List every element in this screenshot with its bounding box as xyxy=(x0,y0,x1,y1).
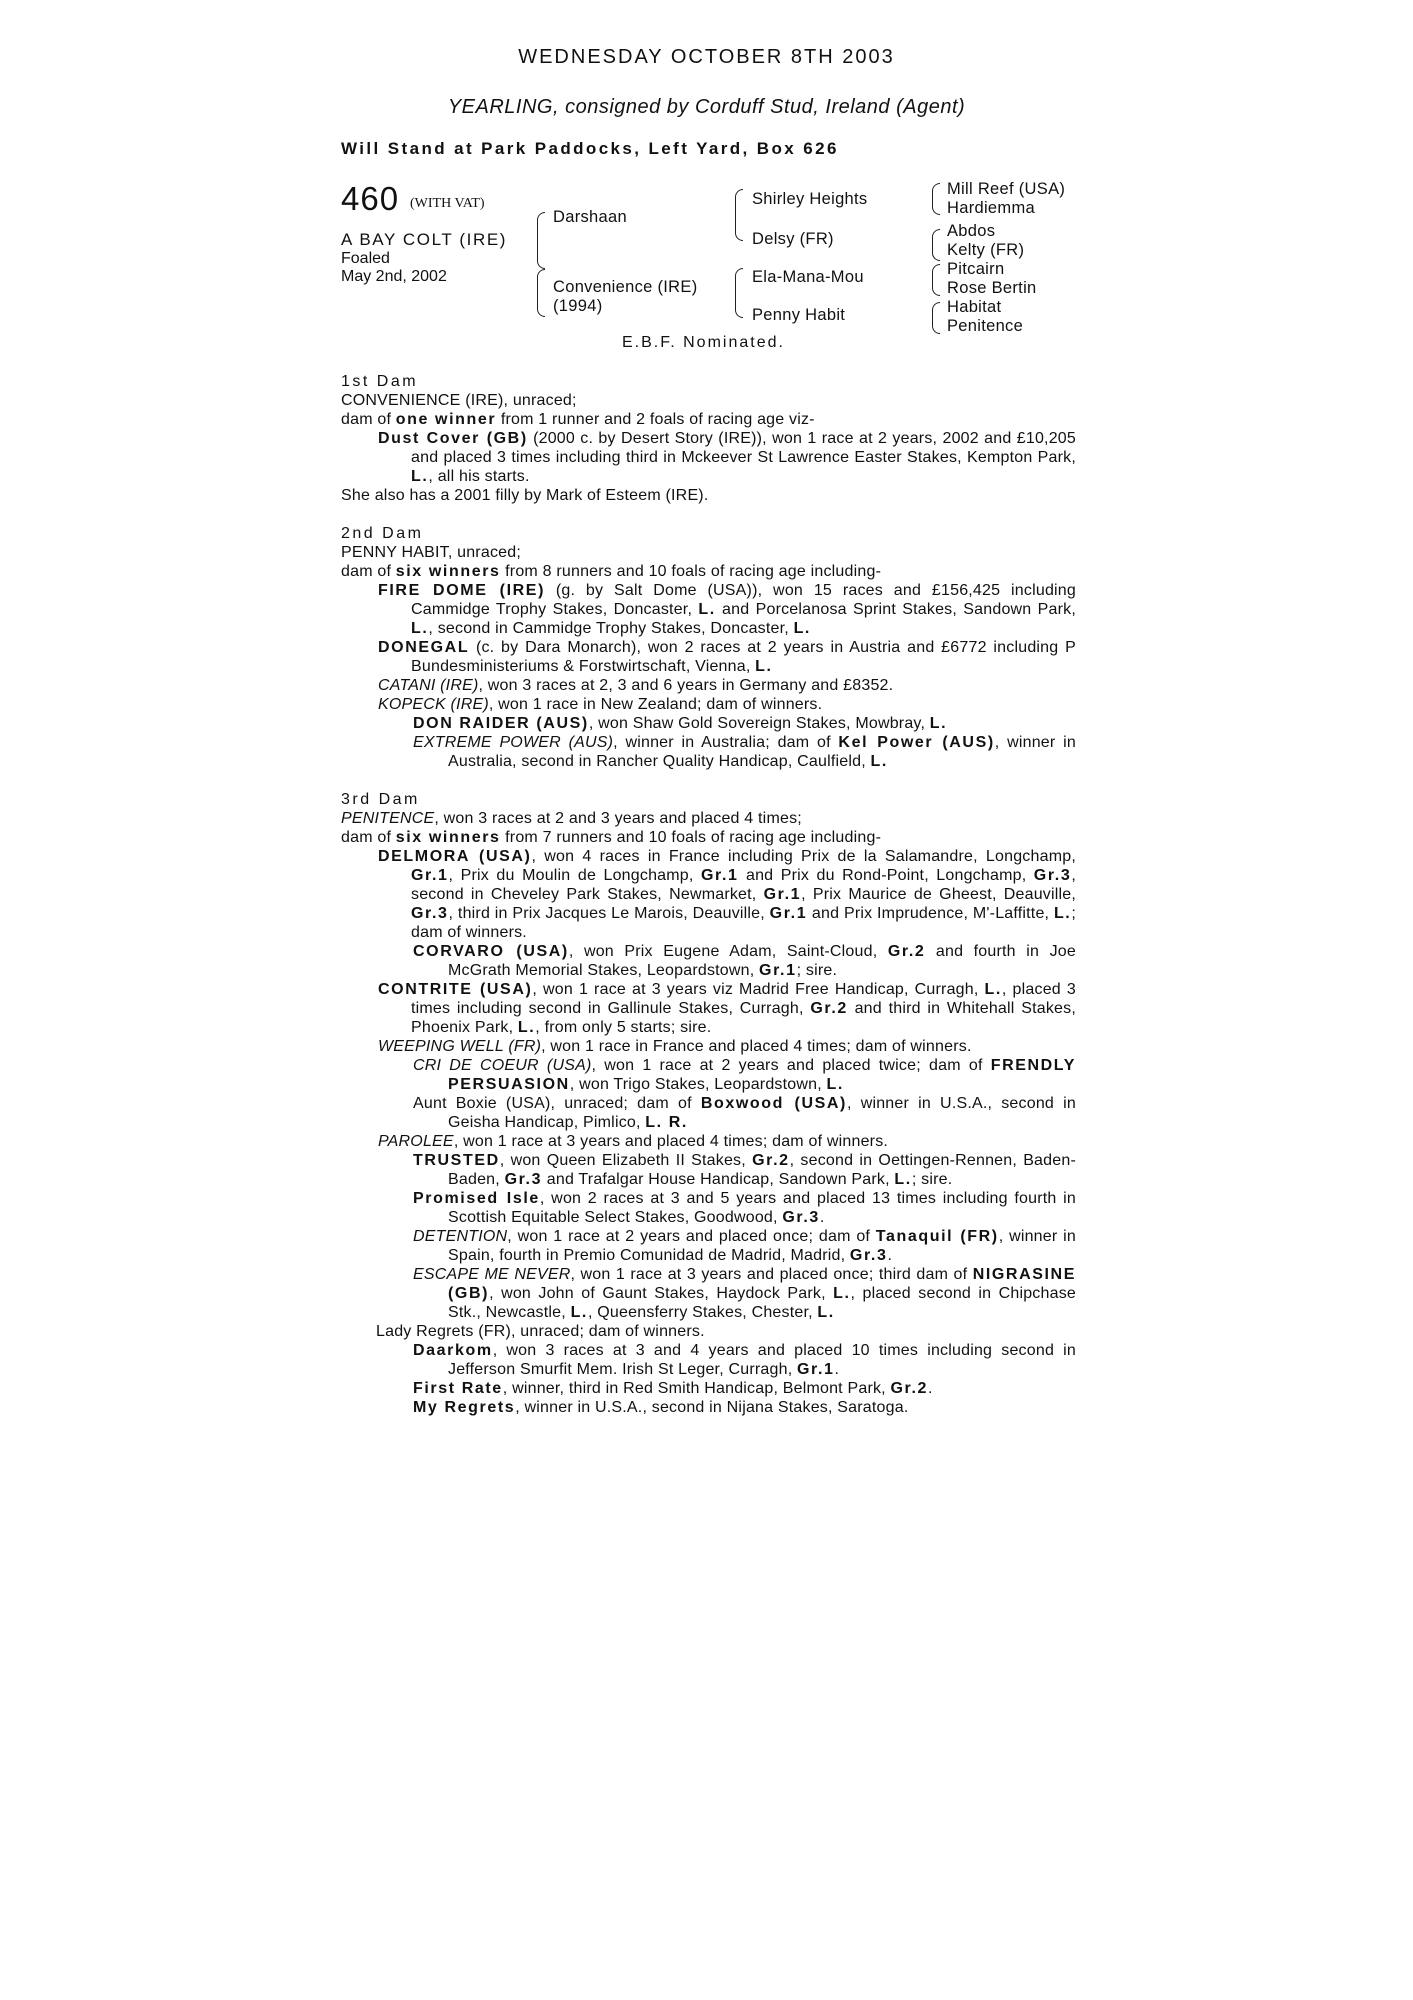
brace-sire xyxy=(537,212,545,269)
pedigree-dam-year: (1994) xyxy=(553,297,603,315)
progeny-entry: ESCAPE ME NEVER, won 1 race at 3 years and placed once; third dam of NIGRASINE (GB), won John of Gaunt Stakes, Haydock Park, L., placed second in Chipchase Stk., Newcastle, L., Queensferry Stakes, Chester, L. xyxy=(413,1266,1077,1321)
pedigree-notes xyxy=(341,372,1076,1417)
progeny-entry: Lady Regrets (FR), unraced; dam of winners. xyxy=(376,1323,705,1340)
stand-location: Will Stand at Park Paddocks, Left Yard, Box 626 xyxy=(341,139,839,158)
pedigree-g5: Pitcairn xyxy=(947,260,1005,278)
progeny-entry: First Rate, winner, third in Red Smith Handicap, Belmont Park, Gr.2. xyxy=(413,1380,933,1397)
brace-g3 xyxy=(932,264,940,296)
progeny-entry: CORVARO (USA), won Prix Eugene Adam, Saint-Cloud, Gr.2 and fourth in Joe McGrath Memorial Stakes, Leopardstown, Gr.1; sire. xyxy=(413,943,1076,979)
progeny-entry: EXTREME POWER (AUS), winner in Australia; dam of Kel Power (AUS), winner in Australia, second in Rancher Quality Handicap, Caulfield, L. xyxy=(413,734,1076,770)
progeny-entry: Aunt Boxie (USA), unraced; dam of Boxwood (USA), winner in U.S.A., second in Geisha Handicap, Pimlico, L. R. xyxy=(413,1095,1076,1131)
pedigree-g6: Rose Bertin xyxy=(947,279,1037,297)
first-dam-record: dam of one winner from 1 runner and 2 foals of racing age viz- xyxy=(341,411,815,428)
progeny-entry: DON RAIDER (AUS), won Shaw Gold Sovereign Stakes, Mowbray, L. xyxy=(413,715,948,732)
brace-g4 xyxy=(932,302,940,334)
pedigree-g3: Abdos xyxy=(947,222,996,240)
pedigree-g4: Kelty (FR) xyxy=(947,241,1025,259)
sale-date: WEDNESDAY OCTOBER 8TH 2003 xyxy=(518,46,895,68)
progeny-entry: CRI DE COEUR (USA), won 1 race at 2 years and placed twice; dam of FRENDLY PERSUASION, won Trigo Stakes, Leopardstown, L. xyxy=(413,1057,1076,1093)
pedigree-g7: Habitat xyxy=(947,298,1002,316)
progeny-entry: PAROLEE, won 1 race at 3 years and placed 4 times; dam of winners. xyxy=(378,1133,889,1150)
progeny-entry: DETENTION, won 1 race at 2 years and placed once; dam of Tanaquil (FR), winner in Spain, fourth in Premio Comunidad de Madrid, Madrid, Gr.3. xyxy=(413,1228,1076,1264)
first-dam-note: She also has a 2001 filly by Mark of Esteem (IRE). xyxy=(341,487,709,504)
brace-g2 xyxy=(932,229,940,261)
second-dam-heading: 2nd Dam xyxy=(341,525,424,542)
consignment-line: YEARLING, consigned by Corduff Stud, Ireland (Agent) xyxy=(447,96,966,118)
pedigree-dam-sire: Ela-Mana-Mou xyxy=(752,268,864,286)
first-dam-heading: 1st Dam xyxy=(341,373,419,390)
pedigree-g8: Penitence xyxy=(947,317,1024,335)
brace-dam-line xyxy=(735,268,743,318)
third-dam-name: PENITENCE, won 3 races at 2 and 3 years and placed 4 times; xyxy=(341,810,802,827)
pedigree-sire-sire: Shirley Heights xyxy=(752,190,868,208)
pedigree-dam-dam: Penny Habit xyxy=(752,306,846,324)
lot-description: A BAY COLT (IRE) xyxy=(341,230,508,249)
first-dam-progeny-entry: Dust Cover (GB) (2000 c. by Desert Story (IRE)), won 1 race at 2 years, 2002 and £10,205 and placed 3 times including third in Mckeever St Lawrence Easter Stakes, Kempton Park, L., all his starts. xyxy=(378,430,1076,485)
progeny-entry: FIRE DOME (IRE) (g. by Salt Dome (USA)), won 15 races and £156,425 including Cammidge Trophy Stakes, Doncaster, L. and Porcelanosa Sprint Stakes, Sandown Park, L., second in Cammidge Trophy Stakes, Doncaster, L. xyxy=(378,582,1076,637)
progeny-entry: CONTRITE (USA), won 1 race at 3 years viz Madrid Free Handicap, Curragh, L., placed 3 times including second in Gallinule Stakes, Curragh, Gr.2 and third in Whitehall Stakes, Phoenix Park, L., from only 5 starts; sire. xyxy=(378,981,1076,1036)
progeny-entry: CATANI (IRE), won 3 races at 2, 3 and 6 years in Germany and £8352. xyxy=(378,677,894,694)
progeny-entry: WEEPING WELL (FR), won 1 race in France and placed 4 times; dam of winners. xyxy=(378,1038,972,1055)
lot-number: 460 xyxy=(341,180,400,217)
pedigree-g1: Mill Reef (USA) xyxy=(947,180,1066,198)
progeny-entry: DONEGAL (c. by Dara Monarch), won 2 races at 2 years in Austria and £6772 including P Bundesministeriums & Forstwirtschaft, Vienna, L. xyxy=(378,639,1076,675)
third-dam-heading: 3rd Dam xyxy=(341,791,420,808)
ebf-nomination: E.B.F. Nominated. xyxy=(622,334,785,351)
first-dam-name: CONVENIENCE (IRE), unraced; xyxy=(341,392,577,409)
third-dam-record: dam of six winners from 7 runners and 10 foals of racing age including- xyxy=(341,829,882,846)
progeny-entry: KOPECK (IRE), won 1 race in New Zealand; dam of winners. xyxy=(378,696,823,713)
brace-dam xyxy=(537,269,545,317)
brace-g1 xyxy=(932,183,940,215)
progeny-entry: Promised Isle, won 2 races at 3 and 5 years and placed 13 times including fourth in Scottish Equitable Select Stakes, Goodwood, Gr.3. xyxy=(413,1190,1076,1226)
foaled-label: Foaled xyxy=(341,250,390,267)
second-dam-name: PENNY HABIT, unraced; xyxy=(341,544,521,561)
brace-sire-line xyxy=(735,189,743,241)
pedigree-sire-dam: Delsy (FR) xyxy=(752,230,834,248)
progeny-entry: Daarkom, won 3 races at 3 and 4 years and placed 10 times including second in Jefferson Smurfit Mem. Irish St Leger, Curragh, Gr.1. xyxy=(413,1342,1076,1378)
foaled-date: May 2nd, 2002 xyxy=(341,268,447,285)
pedigree-dam: Convenience (IRE) xyxy=(553,278,698,296)
progeny-entry: My Regrets, winner in U.S.A., second in Nijana Stakes, Saratoga. xyxy=(413,1399,909,1416)
progeny-entry: TRUSTED, won Queen Elizabeth II Stakes, Gr.2, second in Oettingen-Rennen, Baden-Baden, Gr.3 and Trafalgar House Handicap, Sandown Park, L.; sire. xyxy=(413,1152,1076,1188)
second-dam-record: dam of six winners from 8 runners and 10 foals of racing age including- xyxy=(341,563,882,580)
progeny-entry: DELMORA (USA), won 4 races in France including Prix de la Salamandre, Longchamp, Gr.1, Prix du Moulin de Longchamp, Gr.1 and Prix du Rond-Point, Longchamp, Gr.3, second in Cheveley Park Stakes, Newmarket, Gr.1, Prix Maurice de Gheest, Deauville, Gr.3, third in Prix Jacques Le Marois, Deauville, Gr.1 and Prix Imprudence, M'-Laffitte, L.; dam of winners. xyxy=(378,848,1077,941)
pedigree-g2: Hardiemma xyxy=(947,199,1035,217)
pedigree-sire: Darshaan xyxy=(553,208,627,226)
vat-note: (WITH VAT) xyxy=(410,196,485,211)
